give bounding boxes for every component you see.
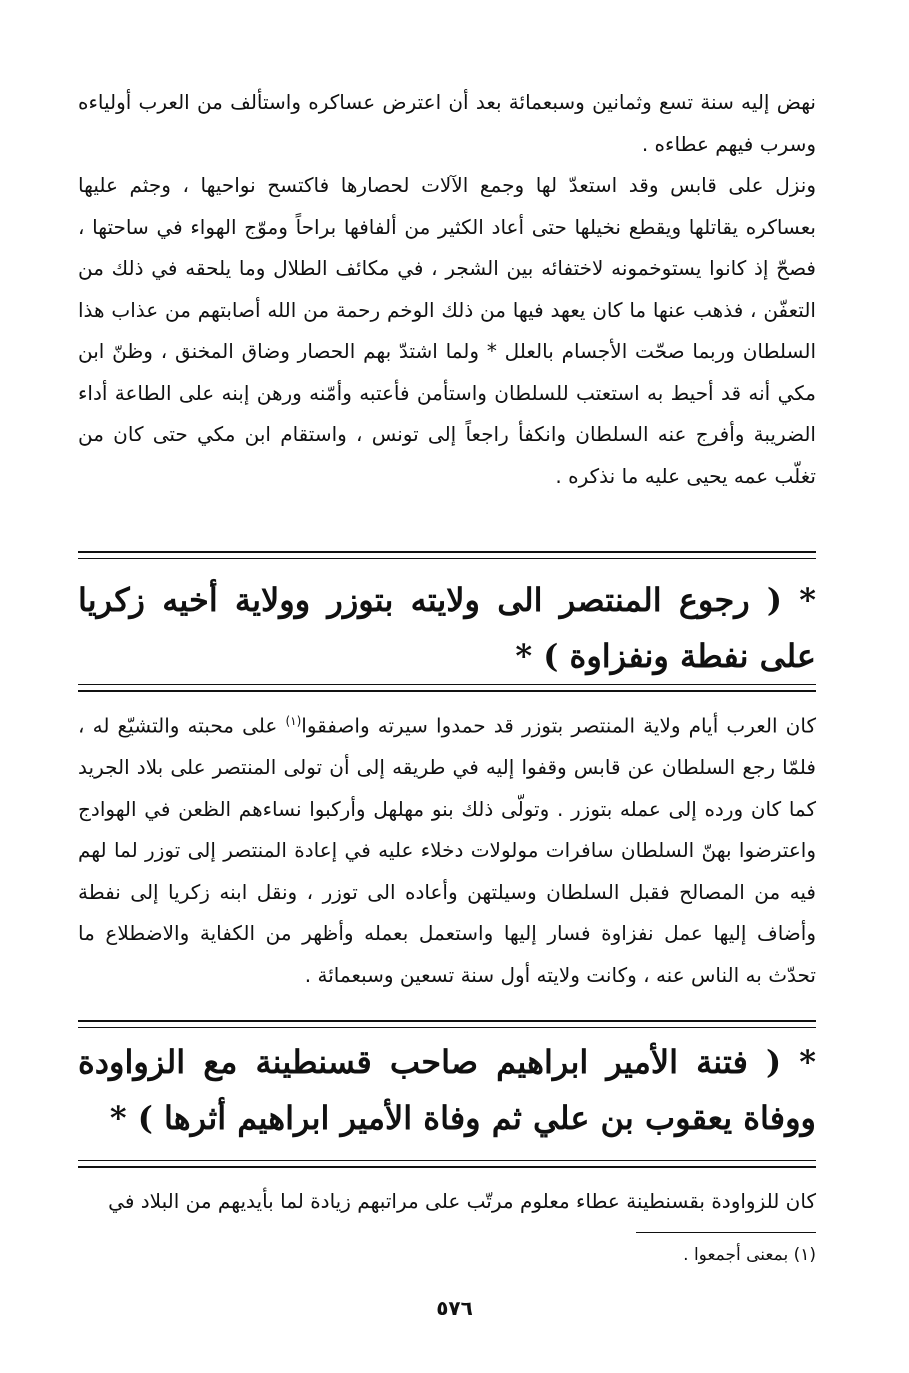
double-rule-under-heading-1 <box>78 684 816 692</box>
footnote-separator <box>636 1232 816 1233</box>
paragraph-3 <box>78 701 816 996</box>
double-rule-above-heading-2 <box>78 1020 816 1028</box>
paragraph-3-part-1: كان العرب أيام ولاية المنتصر بتوزر قد حمدوا سيرته واصفقوا <box>301 713 816 738</box>
paragraph-3-part-2: على محبته والتشيّع له ، فلمّا رجع السلطان عن قابس وقفوا إليه في طريقه إلى أن تولى المنتصر على بلاد الجريد كما كان ورده إلى عمله بتوزر . وتولّى ذلك بنو مهلهل وأركبوا نساءهم الظعن في الهوادج واعترضوا بهنّ السلطان سافرات مولولات دخلاء عليه في إعادة المنتصر إلى توزر لما لهم فيه من المصالح فقبل السلطان وسيلتهن وأعاده الى توزر ، ونقل ابنه زكريا إلى نفطة وأضاف إليها عمل نفزاوة فسار إليها واستعمل بعمله وأظهر من الكفاية والاضطلاع ما تحدّث به الناس عنه ، وكانت ولايته أول سنة تسعين وسبعمائة . <box>78 713 816 987</box>
paragraph-1: نهض إليه سنة تسع وثمانين وسبعمائة بعد أن اعترض عساكره واستألف من العرب أولياءه وسرب فيهم عطاءه . <box>78 90 816 156</box>
text-block-bottom <box>78 1181 816 1223</box>
text-block-middle <box>78 701 816 996</box>
footnote-marker: (١) <box>285 714 302 728</box>
rule-line <box>78 1027 816 1028</box>
footnote: (١) بمعنى أجمعوا . <box>683 1245 816 1265</box>
paragraph-2: ونزل على قابس وقد استعدّ لها وجمع الآلات لحصارها فاكتسح نواحيها ، وجثم عليها بعساكره يقاتلها ويقطع نخيلها حتى أعاد الكثير من ألفافها براحاً وموّج الهواء في ساحتها ، فصحّ إذ كانوا يستوخمونه لاختفائه بين الشجر ، في مكائف الطلال وما يلحقه في ذلك من التعفّن ، فذهب عنها ما كان يعهد فيها من ذلك الوخم رحمة من الله أصابتهم من عذاب هذا السلطان وربما صحّت الأجسام بالعلل * ولما اشتدّ بهم الحصار وضاق المخنق ، وظنّ ابن مكي أنه قد أحيط به استعتب للسلطان واستأمن فأعتبه وأمّنه ورهن إبنه على الطاعة أداء الضريبة وأفرج عنه السلطان وانكفأ راجعاً إلى تونس ، واستقام ابن مكي حتى كان من تغلّب عمه يحيى عليه ما نذكره . <box>78 173 816 488</box>
text-block-top <box>78 82 816 497</box>
paragraph-4: كان للزواودة بقسنطينة عطاء معلوم مرتّب على مراتبهم زيادة لما بأيديهم من البلاد في <box>108 1189 816 1213</box>
double-rule-under-heading-2 <box>78 1160 816 1168</box>
rule-line <box>78 1166 816 1168</box>
section-heading-1: * ( رجوع المنتصر الى ولايته بتوزر وولاية أخيه زكريا على نفطة ونفزاوة ) * <box>78 581 816 675</box>
rule-line <box>78 558 816 559</box>
page-number: ٥٧٦ <box>436 1296 473 1320</box>
double-rule-top <box>78 551 816 559</box>
rule-line <box>78 690 816 692</box>
section-heading-2: * ( فتنة الأمير ابراهيم صاحب قسنطينة مع الزواودة ووفاة يعقوب بن علي ثم وفاة الأمير ابراهيم أثرها ) * <box>78 1043 816 1137</box>
